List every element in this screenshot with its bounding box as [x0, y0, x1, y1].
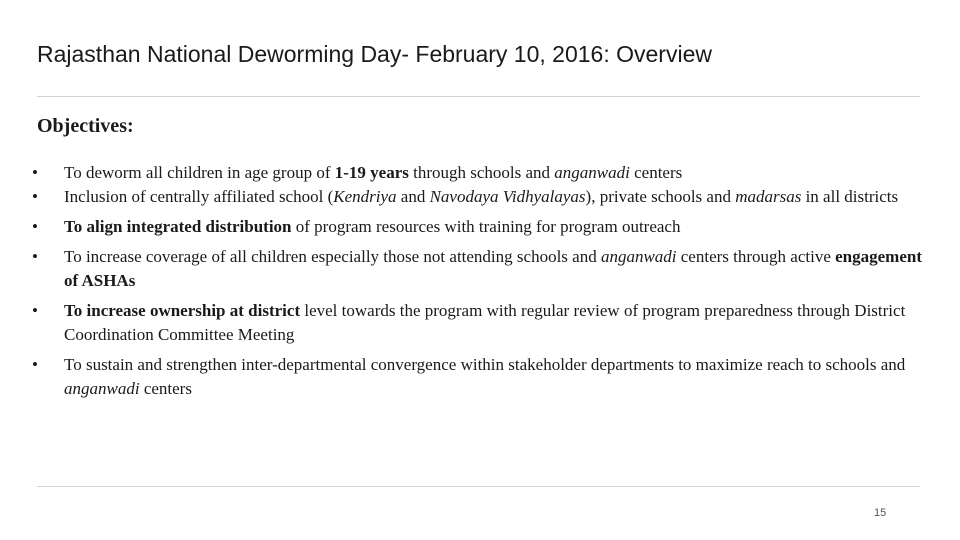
objective-segment: Kendriya — [333, 187, 397, 206]
objective-segment: anganwadi — [554, 163, 630, 182]
bullet-icon: • — [32, 301, 38, 320]
objective-segment: centers — [139, 379, 192, 398]
objective-segment: To align integrated distribution — [64, 217, 292, 236]
objective-segment: and — [396, 187, 430, 206]
slide-title: Rajasthan National Deworming Day- February 10, 2016: Overview — [37, 41, 712, 67]
objective-text — [64, 355, 905, 398]
objective-segment: 1-19 years — [334, 163, 409, 182]
bullet-icon: • — [32, 355, 38, 374]
objective-segment: ), private schools and — [585, 187, 736, 206]
objective-text — [64, 301, 905, 344]
objective-text — [64, 163, 682, 182]
page-number: 15 — [874, 507, 887, 519]
bullet-icon: • — [32, 217, 38, 236]
objective-segment: centers — [629, 163, 683, 182]
title-divider — [37, 96, 920, 97]
objective-text — [64, 247, 922, 290]
objective-item — [26, 185, 926, 209]
objective-segment: Navodaya Vidhyalayas — [429, 187, 586, 206]
objective-segment: through schools and — [408, 163, 555, 182]
objective-segment: centers through active — [676, 247, 836, 266]
objective-segment: To increase coverage of all children especially those not attending schools and — [64, 247, 601, 266]
objective-item — [26, 161, 926, 185]
footer-divider — [37, 486, 920, 487]
objectives-list — [26, 161, 926, 401]
objective-segment: Inclusion of centrally affiliated school ( — [64, 187, 334, 206]
objective-segment: anganwadi — [600, 247, 677, 266]
objective-text — [64, 217, 680, 236]
objective-segment: madarsas — [735, 187, 802, 206]
objective-item — [26, 245, 926, 293]
objective-segment: engagement of ASHAs — [64, 247, 922, 290]
objective-segment: in all districts — [801, 187, 899, 206]
bullet-icon: • — [32, 163, 38, 182]
objective-segment: To deworm all children in age group of — [64, 163, 335, 182]
objective-segment: level towards the program with regular review of program preparedness through District Coordination Committee Meeting — [64, 301, 906, 344]
bullet-icon: • — [32, 187, 38, 206]
objective-segment: anganwadi — [64, 379, 140, 398]
objective-text — [64, 187, 898, 206]
objective-item — [26, 299, 926, 347]
objective-segment: To sustain and strengthen inter-departmental convergence within stakeholder departments to maximize reach to schools and — [64, 355, 906, 374]
bullet-icon: • — [32, 247, 38, 266]
objective-item — [26, 215, 926, 239]
objectives-heading: Objectives: — [37, 115, 134, 137]
objective-segment: To increase ownership at district — [64, 301, 301, 320]
objective-segment: of program resources with training for program outreach — [291, 217, 681, 236]
objective-item — [26, 353, 926, 401]
